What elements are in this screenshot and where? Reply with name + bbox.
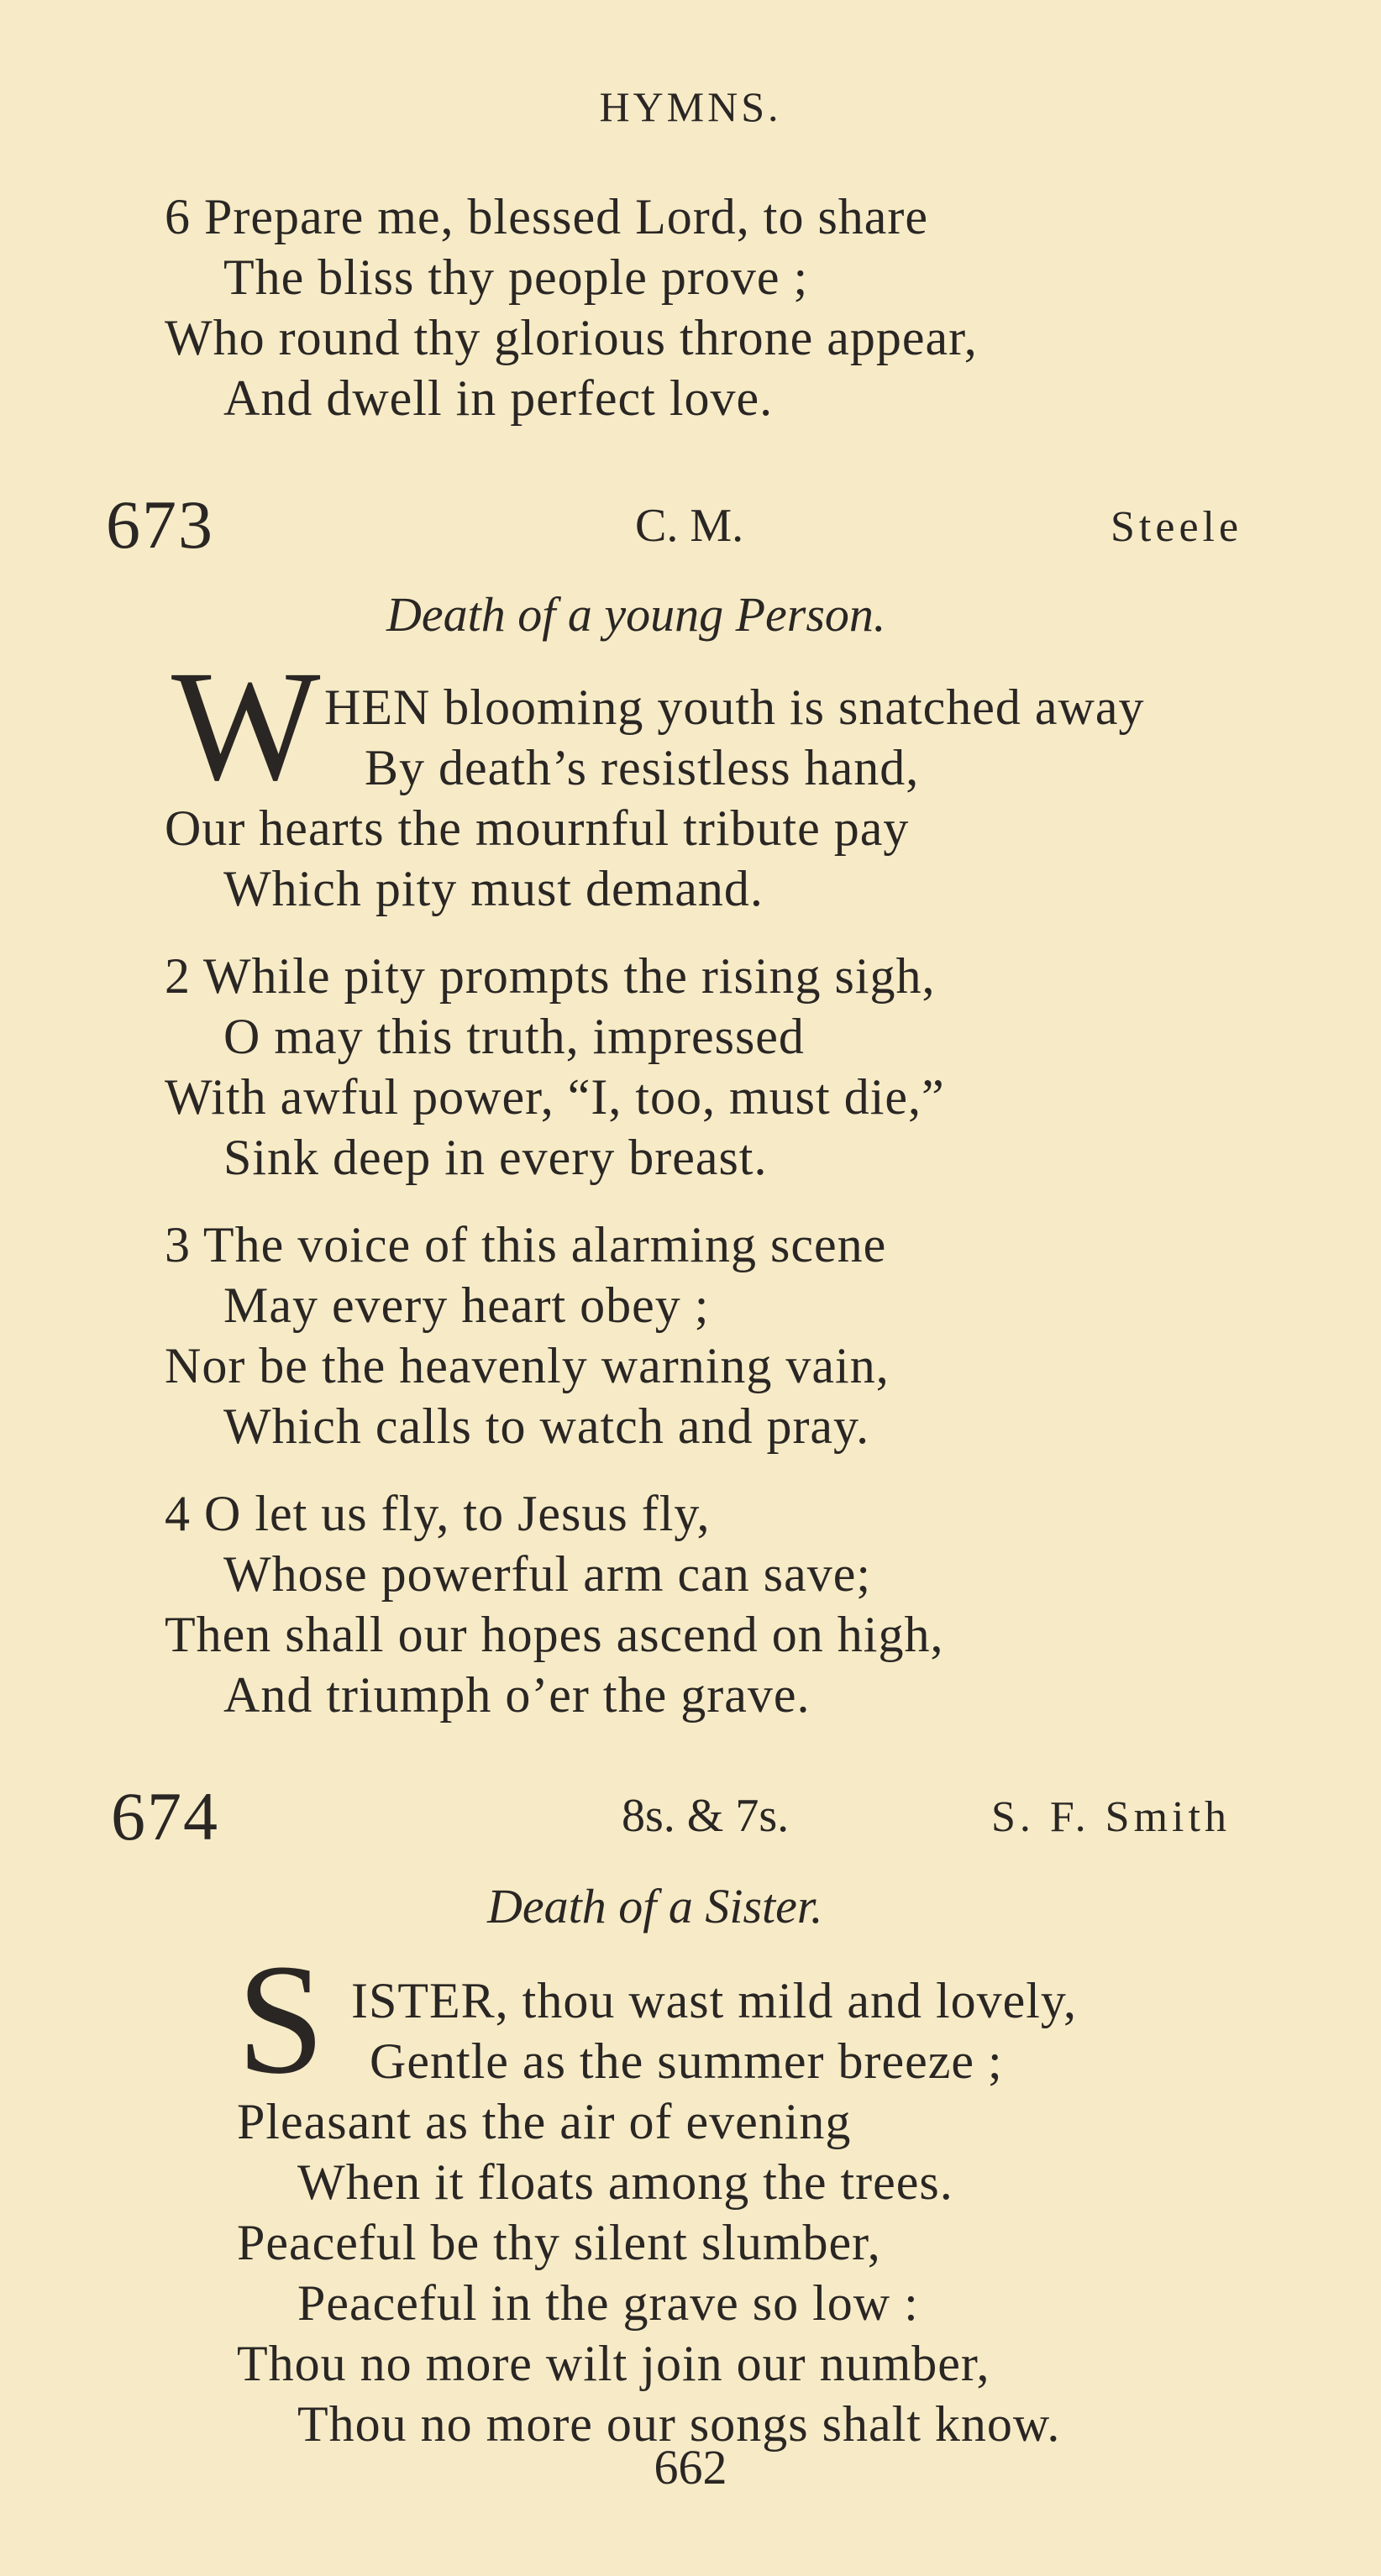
- hymn-author: S. F. Smith: [991, 1793, 1231, 1841]
- page-number: 662: [654, 2440, 727, 2495]
- verse-line: By death’s resistless hand,: [365, 740, 920, 795]
- verse-line: ISTER, thou wast mild and lovely,: [351, 1973, 1078, 2028]
- hymn-meter: 8s. & 7s.: [622, 1790, 790, 1842]
- verse-line: HEN blooming youth is snatched away: [324, 679, 1145, 735]
- drop-cap: S: [237, 1931, 325, 2106]
- hymn-title: Death of a Sister.: [487, 1879, 823, 1933]
- verse-line: Pleasant as the air of evening: [237, 2094, 852, 2149]
- hymn-number: 674: [111, 1778, 219, 1855]
- verse-line: Peaceful be thy silent slumber,: [237, 2215, 881, 2270]
- verse-line: 3 The voice of this alarming scene: [165, 1217, 887, 1272]
- verse-line: Thou no more our songs shalt know.: [297, 2396, 1061, 2452]
- hymn-author: Steele: [1111, 503, 1243, 551]
- verse-line: With awful power, “I, too, must die,”: [165, 1069, 945, 1125]
- verse-line: Which pity must demand.: [223, 861, 764, 916]
- verse-line: May every heart obey ;: [223, 1278, 710, 1333]
- verse-line: And dwell in perfect love.: [223, 370, 774, 426]
- verse-line: When it floats among the trees.: [297, 2154, 953, 2210]
- running-header: HYMNS.: [599, 83, 782, 130]
- drop-cap: W: [171, 637, 321, 813]
- verse-line: Which calls to watch and pray.: [223, 1398, 870, 1454]
- verse-line: Who round thy glorious throne appear,: [165, 310, 978, 365]
- hymn-meter: C. M.: [635, 500, 744, 552]
- verse-line: 6 Prepare me, blessed Lord, to share: [165, 189, 929, 244]
- verse-line: O may this truth, impressed: [223, 1009, 805, 1064]
- verse-line: And triumph o’er the grave.: [223, 1667, 811, 1723]
- verse-line: Thou no more wilt join our number,: [237, 2336, 990, 2391]
- verse-line: Peaceful in the grave so low :: [297, 2275, 919, 2331]
- verse-line: Sink deep in every breast.: [223, 1130, 768, 1185]
- verse-line: 2 While pity prompts the rising sigh,: [165, 948, 936, 1004]
- verse-line: Our hearts the mournful tribute pay: [165, 800, 910, 856]
- hymn-title: Death of a young Person.: [386, 587, 886, 642]
- verse-line: The bliss thy people prove ;: [223, 249, 809, 305]
- verse-line: Nor be the heavenly warning vain,: [165, 1338, 890, 1393]
- verse-line: 4 O let us fly, to Jesus fly,: [165, 1486, 711, 1541]
- verse-line: Gentle as the summer breeze ;: [370, 2033, 1003, 2089]
- hymn-number: 673: [106, 486, 214, 563]
- verse-line: Then shall our hopes ascend on high,: [165, 1607, 944, 1662]
- verse-line: Whose powerful arm can save;: [223, 1546, 872, 1602]
